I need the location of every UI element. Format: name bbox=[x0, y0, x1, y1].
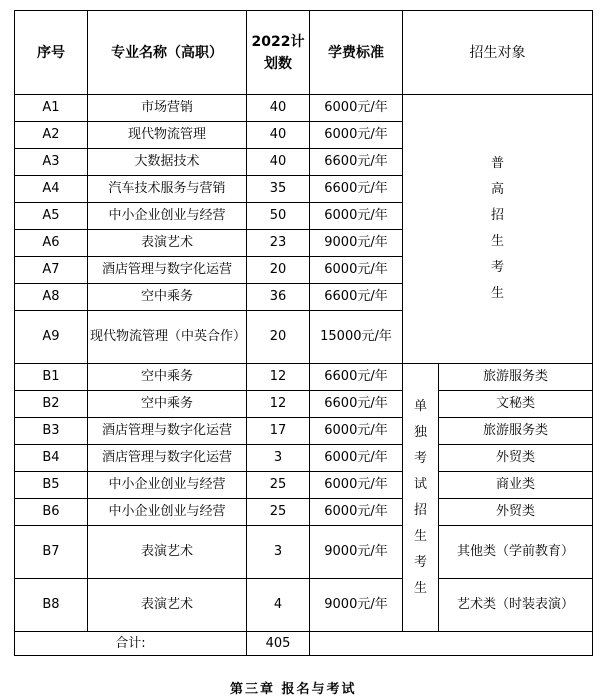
cell-major: 汽车技术服务与营销 bbox=[88, 176, 247, 203]
cell-plan: 4 bbox=[247, 579, 310, 632]
group-b-target-char: 考 bbox=[413, 554, 427, 570]
cell-major: 中小企业创业与经营 bbox=[88, 472, 247, 499]
cell-fee: 6000元/年 bbox=[310, 499, 403, 526]
cell-plan: 20 bbox=[247, 311, 310, 364]
table-row bbox=[15, 418, 593, 445]
group-b-target-char: 生 bbox=[413, 580, 427, 596]
cell-fee: 15000元/年 bbox=[310, 311, 403, 364]
header-target: 招生对象 bbox=[403, 11, 593, 95]
cell-no: B3 bbox=[15, 418, 88, 445]
cell-major: 空中乘务 bbox=[88, 284, 247, 311]
header-fee: 学费标准 bbox=[310, 11, 403, 95]
total-value: 405 bbox=[247, 632, 310, 656]
cell-no: A6 bbox=[15, 230, 88, 257]
cell-plan: 12 bbox=[247, 391, 310, 418]
cell-major: 酒店管理与数字化运营 bbox=[88, 418, 247, 445]
cell-major: 中小企业创业与经营 bbox=[88, 499, 247, 526]
cell-fee: 9000元/年 bbox=[310, 579, 403, 632]
cell-plan: 35 bbox=[247, 176, 310, 203]
total-label: 合计: bbox=[15, 632, 247, 656]
cell-plan: 25 bbox=[247, 472, 310, 499]
group-b-target-char: 独 bbox=[413, 424, 427, 440]
group-a-target-char: 生 bbox=[490, 234, 504, 249]
cell-major: 酒店管理与数字化运营 bbox=[88, 257, 247, 284]
cell-plan: 50 bbox=[247, 203, 310, 230]
group-b-target-char: 单 bbox=[413, 398, 427, 414]
cell-fee: 6600元/年 bbox=[310, 149, 403, 176]
cell-category: 文秘类 bbox=[439, 391, 593, 418]
cell-plan: 40 bbox=[247, 95, 310, 122]
group-a-target bbox=[403, 95, 593, 364]
cell-fee: 6000元/年 bbox=[310, 122, 403, 149]
cell-no: A3 bbox=[15, 149, 88, 176]
group-a-target-char: 普 bbox=[490, 156, 504, 171]
cell-fee: 9000元/年 bbox=[310, 526, 403, 579]
table-row bbox=[15, 364, 593, 391]
cell-category: 旅游服务类 bbox=[439, 418, 593, 445]
cell-category: 其他类（学前教育） bbox=[439, 526, 593, 579]
cell-no: B5 bbox=[15, 472, 88, 499]
group-b-target-char: 试 bbox=[413, 476, 427, 492]
cell-no: B6 bbox=[15, 499, 88, 526]
group-b-target-char: 招 bbox=[413, 502, 427, 518]
cell-major: 表演艺术 bbox=[88, 230, 247, 257]
cell-plan: 23 bbox=[247, 230, 310, 257]
cell-no: A5 bbox=[15, 203, 88, 230]
cell-fee: 6000元/年 bbox=[310, 472, 403, 499]
total-empty bbox=[310, 632, 593, 656]
cell-category: 商业类 bbox=[439, 472, 593, 499]
header-plan: 2022计划数 bbox=[247, 11, 310, 95]
table-row bbox=[15, 472, 593, 499]
cell-category: 旅游服务类 bbox=[439, 364, 593, 391]
cell-plan: 3 bbox=[247, 445, 310, 472]
next-section-heading-fragment: 第三章 报名与考试 bbox=[230, 682, 357, 697]
total-row bbox=[15, 632, 593, 656]
cell-major: 现代物流管理 bbox=[88, 122, 247, 149]
cell-plan: 3 bbox=[247, 526, 310, 579]
cell-plan: 12 bbox=[247, 364, 310, 391]
table-row bbox=[15, 579, 593, 632]
group-a-target-char: 招 bbox=[490, 208, 504, 223]
table-row bbox=[15, 391, 593, 418]
cell-fee: 6000元/年 bbox=[310, 95, 403, 122]
cell-fee: 6600元/年 bbox=[310, 284, 403, 311]
cell-major: 空中乘务 bbox=[88, 391, 247, 418]
group-b-target bbox=[403, 364, 439, 632]
cell-no: B7 bbox=[15, 526, 88, 579]
cell-no: B2 bbox=[15, 391, 88, 418]
header-major: 专业名称（高职） bbox=[88, 11, 247, 95]
cell-no: A1 bbox=[15, 95, 88, 122]
cell-plan: 40 bbox=[247, 122, 310, 149]
cell-fee: 6000元/年 bbox=[310, 445, 403, 472]
cell-plan: 25 bbox=[247, 499, 310, 526]
cell-major: 酒店管理与数字化运营 bbox=[88, 445, 247, 472]
cell-no: A2 bbox=[15, 122, 88, 149]
cell-fee: 6600元/年 bbox=[310, 391, 403, 418]
cell-category: 艺术类（时装表演） bbox=[439, 579, 593, 632]
cell-plan: 36 bbox=[247, 284, 310, 311]
cell-major: 大数据技术 bbox=[88, 149, 247, 176]
cell-no: A9 bbox=[15, 311, 88, 364]
cell-no: A8 bbox=[15, 284, 88, 311]
cell-no: B1 bbox=[15, 364, 88, 391]
group-a-target-char: 高 bbox=[490, 182, 504, 197]
cell-major: 中小企业创业与经营 bbox=[88, 203, 247, 230]
cell-major: 现代物流管理（中英合作） bbox=[88, 311, 247, 364]
cell-no: A7 bbox=[15, 257, 88, 284]
cell-fee: 9000元/年 bbox=[310, 230, 403, 257]
table-row bbox=[15, 445, 593, 472]
enrollment-table bbox=[14, 10, 593, 656]
cell-major: 表演艺术 bbox=[88, 579, 247, 632]
group-b-target-char: 考 bbox=[413, 450, 427, 466]
table-row bbox=[15, 499, 593, 526]
header-no: 序号 bbox=[15, 11, 88, 95]
group-a-target-char: 生 bbox=[490, 286, 504, 301]
cell-plan: 40 bbox=[247, 149, 310, 176]
cell-no: A4 bbox=[15, 176, 88, 203]
table-row bbox=[15, 526, 593, 579]
cell-fee: 6600元/年 bbox=[310, 176, 403, 203]
group-b-target-char: 生 bbox=[413, 528, 427, 544]
cell-fee: 6000元/年 bbox=[310, 203, 403, 230]
cell-major: 空中乘务 bbox=[88, 364, 247, 391]
cell-category: 外贸类 bbox=[439, 445, 593, 472]
cell-fee: 6000元/年 bbox=[310, 257, 403, 284]
cell-plan: 20 bbox=[247, 257, 310, 284]
cell-major: 表演艺术 bbox=[88, 526, 247, 579]
cell-no: B8 bbox=[15, 579, 88, 632]
group-a-target-char: 考 bbox=[490, 260, 504, 275]
table-row bbox=[15, 95, 593, 122]
cell-major: 市场营销 bbox=[88, 95, 247, 122]
cell-no: B4 bbox=[15, 445, 88, 472]
cell-fee: 6600元/年 bbox=[310, 364, 403, 391]
cell-plan: 17 bbox=[247, 418, 310, 445]
cell-fee: 6000元/年 bbox=[310, 418, 403, 445]
cell-category: 外贸类 bbox=[439, 499, 593, 526]
